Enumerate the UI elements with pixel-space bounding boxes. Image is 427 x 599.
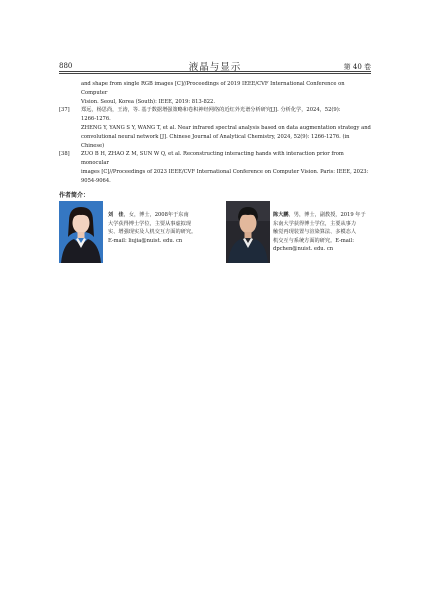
reference-item [59, 80, 371, 106]
reference-line: Vision. Seoul, Korea (South): IEEE, 2019: 813-822. [81, 98, 215, 105]
reference-item [59, 106, 371, 150]
reference-line: 1266-1276. [81, 116, 111, 123]
reference-line: 9054-9064. [81, 177, 111, 184]
reference-line: convolutional neural network [J]. Chinese Journal of Analytical Chemistry, 2024, 52(9): 1266-1276. (in Chinese) [81, 133, 350, 149]
reference-line: and shape from single RGB images [C]//Proceedings of 2019 IEEE/CVF International Conference on Computer [81, 81, 345, 96]
reference-number: [37] [59, 107, 70, 114]
reference-list [59, 80, 371, 186]
reference-line: images [C]//Proceedings of 2023 IEEE/CVF International Conference on Computer Vision. Paris: IEEE, 2023: [81, 168, 369, 175]
reference-line: ZHENG Y, YANG S Y, WANG T, et al. Near infrared spectral analysis based on data augmentation strategy and [81, 124, 371, 131]
header-rule [59, 71, 371, 72]
reference-item [59, 150, 371, 185]
author-photo [226, 201, 270, 263]
author-bio-line: 机交互与系统方面的研究。E-mail: [273, 237, 354, 244]
author-bio [273, 211, 373, 254]
author-bio-line: ，女，博士，2008年于东南 [123, 212, 189, 218]
author-bio-line: 触觉再现装置与渲染算法、多模态人 [273, 229, 357, 236]
volume-label: 第 40 卷 [343, 63, 371, 71]
author-name: 刘 佳 [108, 212, 124, 218]
page-header [59, 58, 371, 72]
reference-line: 郑远，杨思尚，王涛，等. 基于数据增强策略和卷积神经网络的近红外光谱分析研究[J]. 分析化学，2024，52(9): [81, 107, 341, 114]
author-bio [108, 211, 212, 245]
author-photo [59, 201, 103, 263]
journal-title: 液晶与显示 [188, 62, 242, 73]
author-name: 陈大鹏 [273, 212, 289, 218]
authors-section-title: 作者简介： [59, 192, 90, 199]
author-bio-line: 大学获得博士学位，主要从事虚拟现 [108, 220, 192, 227]
author-bio-line: 东南大学获得博士学位，主要从事力 [273, 220, 357, 227]
header-rule-thin [59, 73, 371, 74]
author-email: E-mail: liujia@nuist. edu. cn [108, 237, 183, 244]
author-bio-line: ，男，博士，副教授，2019 年于 [288, 212, 366, 218]
reference-line: ZUO B H, ZHAO Z M, SUN W Q, et al. Reconstructing interacting hands with interaction prior from monocular [81, 151, 344, 167]
reference-number: [38] [59, 151, 70, 158]
author-email: dpchen@nuist. edu. cn [273, 246, 334, 253]
author-bio-line: 实、增强现实及人机交互方面的研究。 [108, 229, 197, 236]
page-number: 880 [59, 62, 73, 70]
